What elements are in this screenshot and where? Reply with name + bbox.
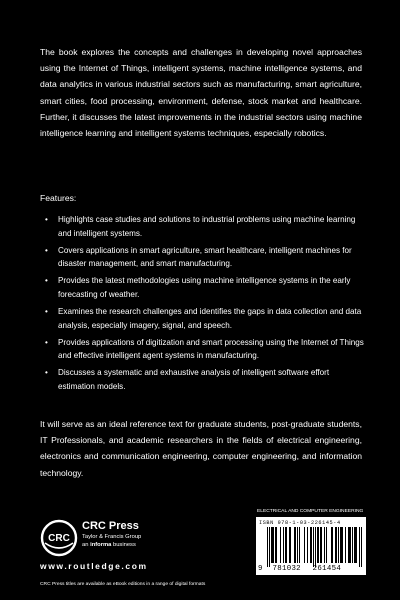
bullet-icon: • [45, 337, 48, 347]
crc-logo-icon [40, 519, 78, 557]
barcode-bar [297, 527, 298, 563]
barcode-bar [290, 527, 291, 563]
barcode-bar [354, 527, 355, 563]
subject-category: ELECTRICAL AND COMPUTER ENGINEERING [257, 509, 364, 514]
barcode-bar [324, 527, 325, 563]
barcode-bar [349, 527, 350, 563]
barcode-bar [342, 527, 343, 563]
barcode-bar [356, 527, 357, 563]
feature-text: Highlights case studies and solutions to industrial problems using machine learning and intelligent systems. [58, 215, 356, 238]
feature-text: Discusses a systematic and exhaustive analysis of intelligent software effort estimation models. [58, 368, 330, 392]
barcode-bar [345, 527, 346, 563]
barcode-bar [307, 527, 308, 563]
barcode-bar [359, 527, 360, 567]
publisher-name: CRC Press [82, 520, 139, 532]
isbn-text: ISBN 978-1-03-226145-4 [259, 520, 341, 526]
barcode-bar [348, 527, 349, 563]
barcode-bar [352, 527, 353, 563]
publisher-group: Taylor & Francis Group [82, 534, 142, 540]
features-list [40, 213, 365, 397]
barcode-bar [276, 527, 277, 563]
barcode-bar [272, 527, 273, 563]
feature-text: Examines the research challenges and identifies the gaps in data collection and data analysis, especially imagery, signal, and speech. [58, 307, 362, 330]
barcode-bar [313, 527, 314, 567]
barcode-bar [331, 527, 332, 563]
barcode-bars [259, 527, 363, 567]
description-paragraph: The book explores the concepts and challenges in developing novel approaches using the Internet of Things, intelligent systems, machine intelligence systems, and data analytics in various industrial sectors such as manufacturing, smart agriculture, smart cities, food processing, environment, defense, stock market and healthcare. Further, it discusses the latest improvements in the industrial sectors using machine intelligence learning and intelligent systems techniques, especially robotics. [40, 47, 362, 139]
feature-item [40, 305, 365, 332]
barcode-bar [267, 527, 268, 567]
barcode-bar [318, 527, 319, 563]
barcode [256, 517, 366, 575]
feature-item [40, 366, 365, 393]
feature-text: Covers applications in smart agriculture, smart healthcare, intelligent machines for disaster management, and smart manufacturing. [58, 245, 352, 269]
barcode-bar [275, 527, 276, 563]
barcode-bar [294, 527, 295, 563]
barcode-bar [310, 527, 311, 563]
ean-digits [258, 565, 364, 573]
barcode-bar [315, 527, 316, 567]
ebook-note: CRC Press titles are available as eBook editions in a range of digital formats [40, 582, 206, 587]
barcode-bar [361, 527, 362, 567]
logo-mark-text: CRC [48, 533, 70, 544]
publisher-business: an informa business [82, 542, 136, 548]
barcode-bar [350, 527, 351, 563]
barcode-bar [304, 527, 305, 563]
barcode-bar [335, 527, 336, 563]
barcode-bar [311, 527, 312, 563]
bullet-icon: • [45, 245, 48, 255]
barcode-bar [269, 527, 270, 567]
publisher-website: www.routledge.com [40, 561, 148, 571]
feature-item [40, 274, 365, 301]
publisher-logo [40, 519, 142, 565]
barcode-bar [299, 527, 300, 563]
barcode-bar [280, 527, 281, 563]
audience-paragraph: It will serve as an ideal reference text for graduate students, post-graduate students, IT Professionals, and academic researchers in the fields of electrical engineering, electronics and communication engineering, computer engineering, and information technology. [40, 419, 362, 478]
barcode-bar [321, 527, 322, 563]
barcode-bar [295, 527, 296, 563]
barcode-bar [271, 527, 272, 563]
barcode-bar [273, 527, 274, 563]
bullet-icon: • [45, 368, 48, 378]
feature-item [40, 244, 365, 271]
bullet-icon: • [45, 276, 48, 286]
barcode-bar [332, 527, 333, 563]
barcode-bar [285, 527, 286, 563]
barcode-bar [336, 527, 337, 563]
barcode-bar [341, 527, 342, 563]
feature-text: Provides applications of digitization and smart processing using the Internet of Things and effective intelligent agent systems in manufacturing. [58, 337, 364, 361]
bullet-icon: • [45, 307, 48, 317]
barcode-bar [355, 527, 356, 563]
barcode-bar [340, 527, 341, 563]
feature-text: Provides the latest methodologies using machine intelligence systems in the early forecasting of weather. [58, 276, 351, 299]
barcode-bar [317, 527, 318, 563]
barcode-bar [283, 527, 284, 563]
barcode-bar [320, 527, 321, 563]
barcode-bar [326, 527, 327, 563]
feature-item [40, 336, 365, 363]
ean-first-digit: 9 [258, 565, 263, 573]
barcode-bar [338, 527, 339, 563]
features-heading: Features: [40, 193, 77, 203]
barcode-bar [289, 527, 290, 563]
ean-right-group: 261454 [312, 565, 342, 573]
ean-left-group: 781032 [272, 565, 301, 573]
bullet-icon: • [45, 215, 48, 224]
feature-item [40, 213, 365, 240]
barcode-bar [286, 527, 287, 563]
